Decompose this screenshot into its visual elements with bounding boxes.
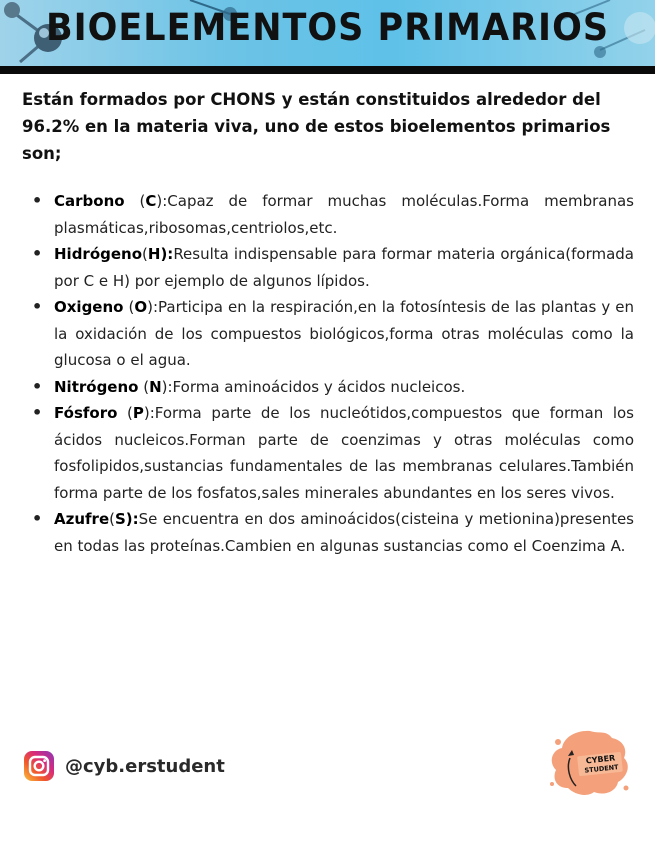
instagram-icon[interactable]	[24, 751, 54, 781]
symbol-open: (	[124, 192, 146, 210]
element-name: Hidrógeno	[54, 245, 143, 263]
logo-text-cyber: CYBER	[585, 753, 616, 766]
element-name: Oxigeno	[54, 298, 124, 316]
list-item-azufre	[30, 506, 634, 559]
bullet-icon: •	[32, 403, 43, 422]
symbol-open: (	[117, 404, 133, 422]
bioelement-list	[30, 188, 634, 559]
logo-text-student: STUDENT	[584, 763, 619, 775]
social-footer	[24, 750, 225, 782]
bullet-icon: •	[32, 376, 43, 396]
header-divider	[0, 66, 655, 74]
element-name: Fósforo	[54, 404, 118, 422]
list-item-hidrogeno	[30, 241, 634, 294]
list-item-oxigeno	[30, 294, 634, 374]
list-item-fosforo	[30, 400, 634, 506]
element-description: ):Capaz de formar muchas moléculas.Forma membranas plasmáticas,ribosomas,centriolos,etc.	[54, 192, 634, 237]
element-description: ):Forma parte de los nucleótidos,compuestos que forman los ácidos nucleicos.Forman parte de coenzimas y otras moléculas como fosfolipidos,sustancias fundamentales de las membranas celulares.También forma parte de los fosfatos,sales minerales abundantes en los seres vivos.	[54, 404, 634, 502]
element-symbol: C	[145, 192, 157, 210]
intro-paragraph: Están formados por CHONS y están constituidos alrededor del 96.2% en la materia viva, uno de estos bioelementos primarios son;	[22, 90, 611, 163]
bullet-icon: •	[32, 244, 43, 263]
element-description: ):Forma aminoácidos y ácidos nucleicos.	[161, 377, 466, 396]
element-name: Azufre	[54, 510, 110, 528]
bullet-icon: •	[32, 509, 43, 528]
element-symbol: S):	[114, 510, 139, 528]
list-item-carbono	[30, 188, 634, 241]
element-name: Carbono	[54, 192, 125, 210]
header-banner	[0, 0, 655, 66]
element-symbol: P	[132, 404, 144, 422]
element-description: ):Participa en la respiración,en la fotosíntesis de las plantas y en la oxidación de los compuestos biológicos,forma otras moléculas como la glucosa o el agua.	[54, 298, 634, 369]
symbol-open: (	[142, 245, 148, 263]
social-handle[interactable]: @cyb.erstudent	[65, 755, 225, 777]
element-description: Resulta indispensable para formar materia orgánica(formada por C e H) por ejemplo de algunos lípidos.	[54, 245, 634, 290]
element-symbol: N	[149, 377, 162, 396]
element-symbol: H):	[147, 245, 174, 263]
symbol-open: (	[123, 298, 135, 316]
symbol-open: (	[138, 377, 150, 396]
element-symbol: O	[134, 298, 148, 316]
page-title: BIOELEMENTOS PRIMARIOS	[45, 6, 610, 50]
bullet-icon: •	[32, 191, 43, 210]
element-name: Nitrógeno	[54, 377, 139, 396]
bullet-icon: •	[32, 297, 43, 316]
cyber-student-logo-icon	[548, 728, 632, 798]
element-description: Se encuentra en dos aminoácidos(cisteina y metionina)presentes en todas las proteínas.Cambien en algunas sustancias como el Coenzima A.	[54, 510, 634, 555]
list-item-nitrogeno	[30, 374, 634, 401]
symbol-open: (	[109, 510, 115, 528]
